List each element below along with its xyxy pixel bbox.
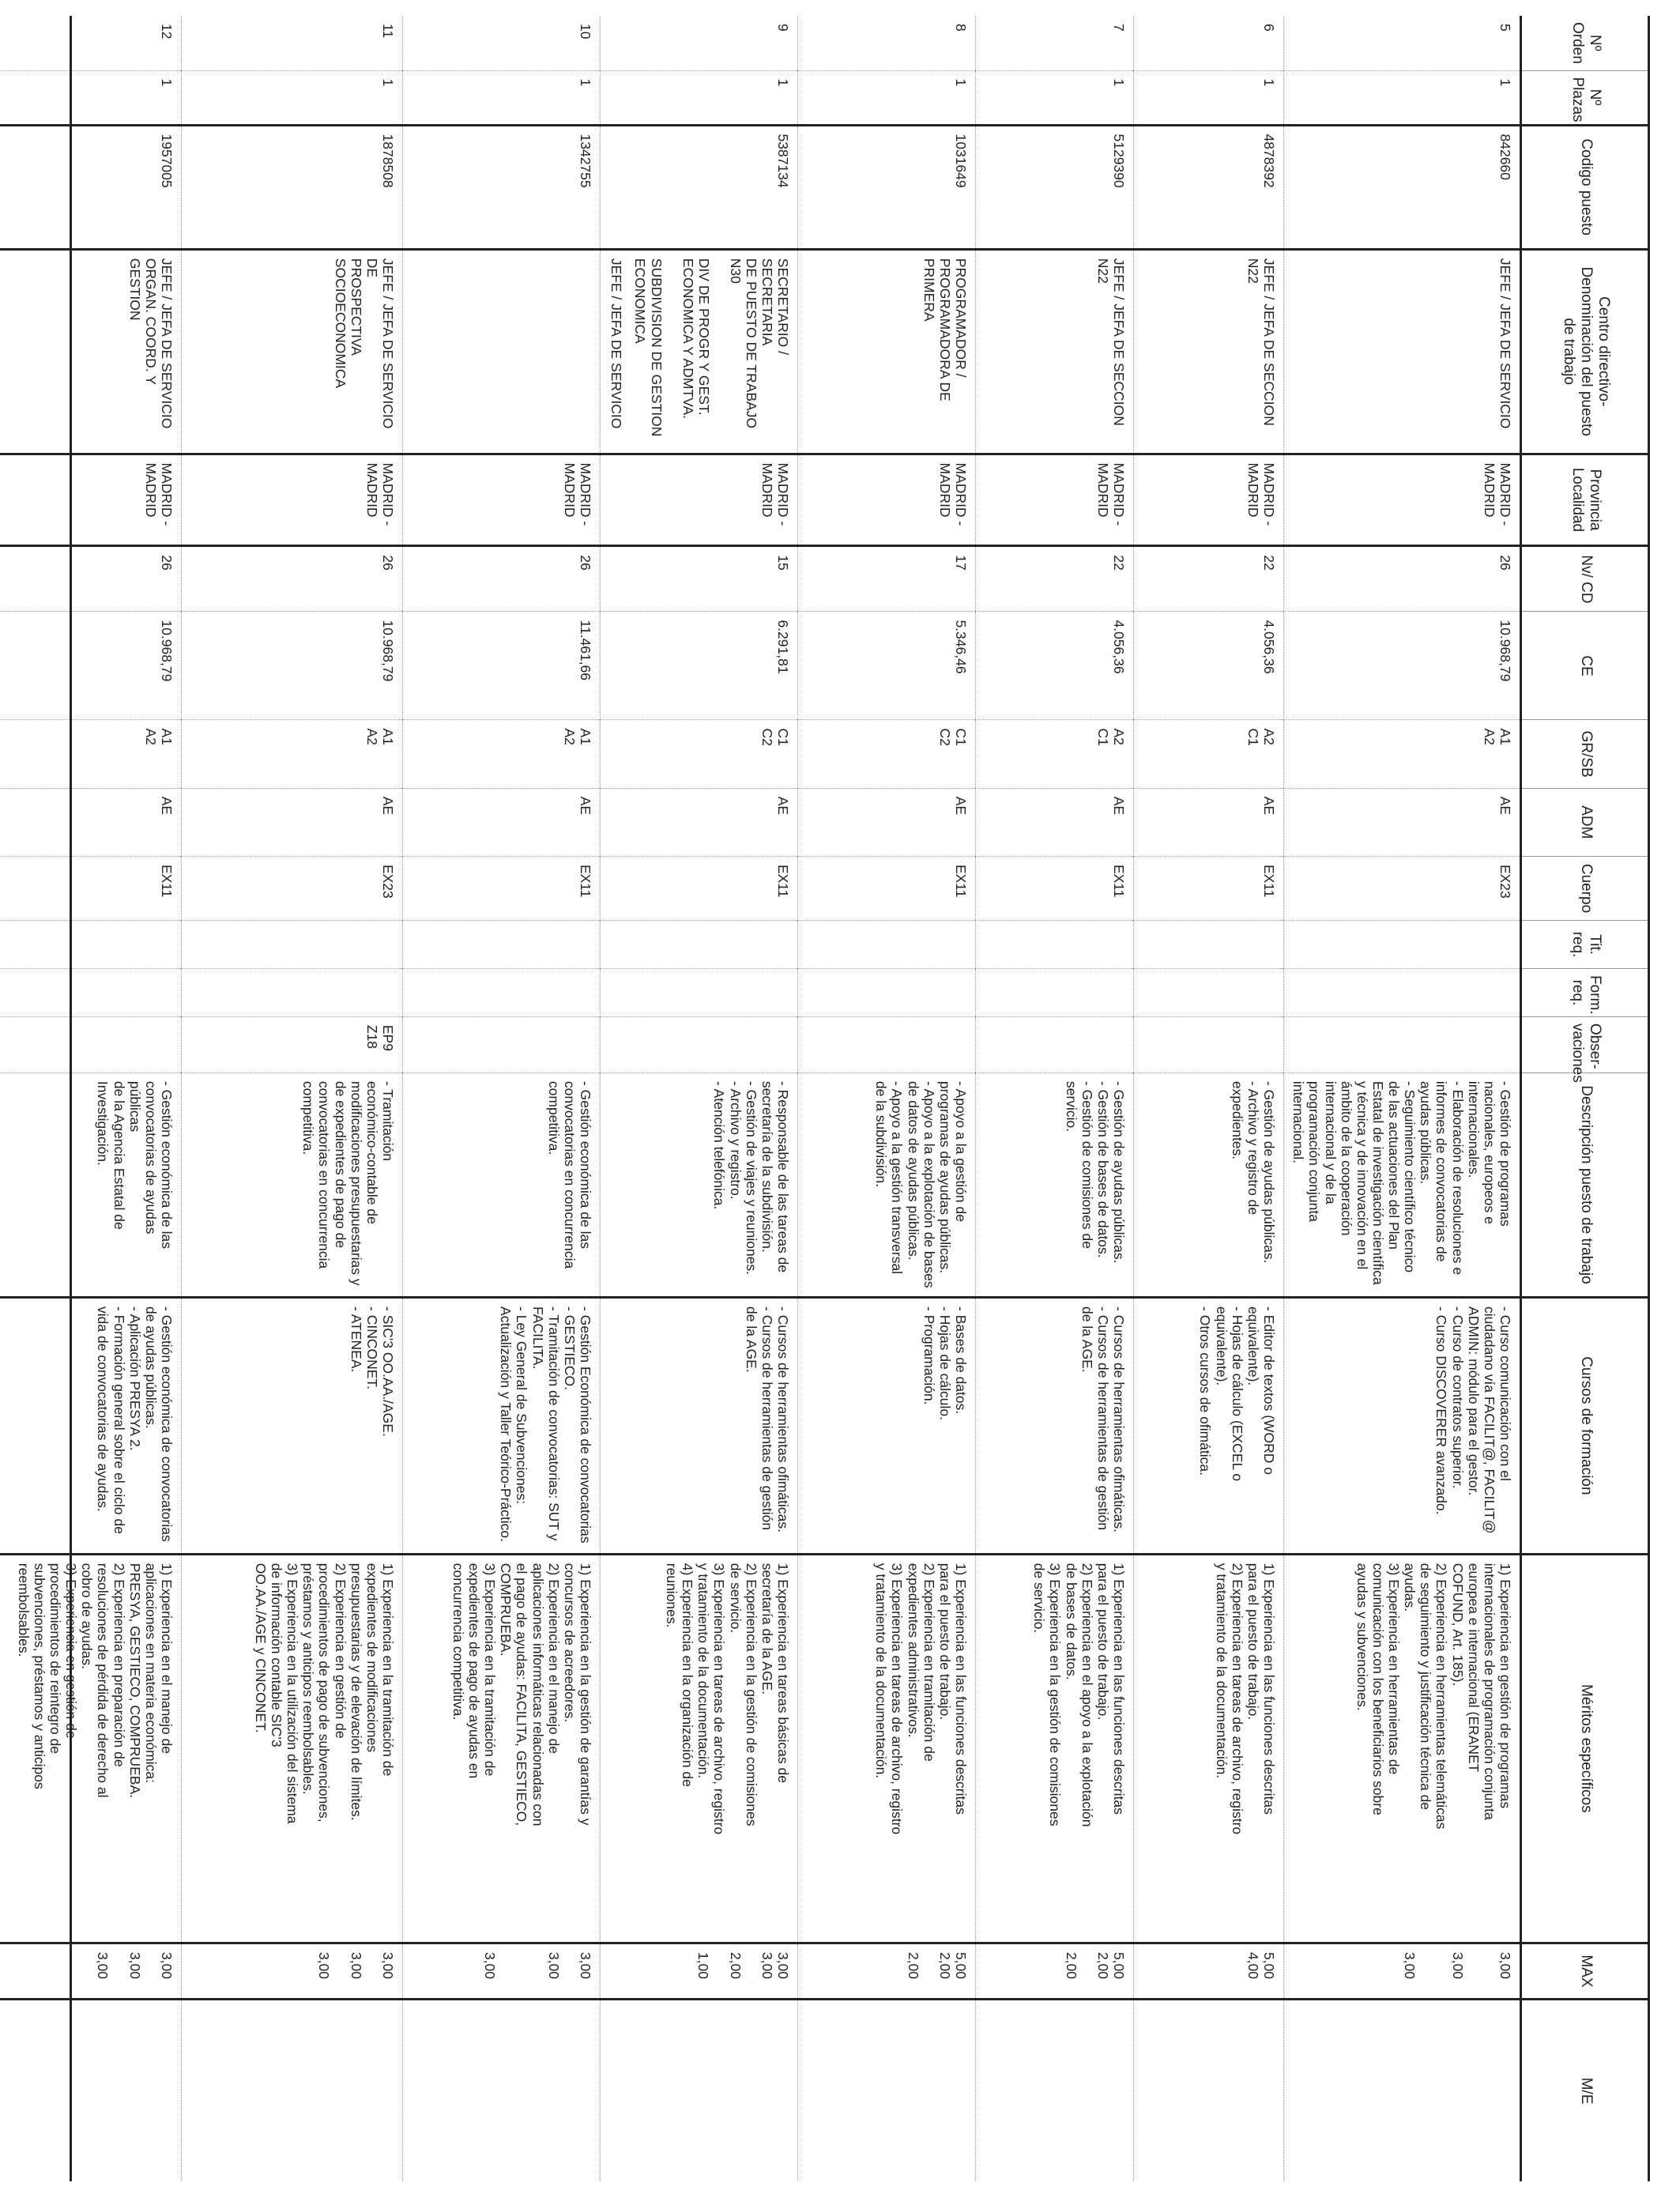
cell-nivel: 26 xyxy=(0,546,182,612)
cell-grupo: A2 C1 xyxy=(976,720,1134,788)
cell-observaciones xyxy=(976,1016,1134,1072)
cell-descripcion: - Gestión económica de las convocatorias en concurrencia competitiva. xyxy=(403,1072,601,1297)
cell-orden: 7 xyxy=(1111,24,1127,32)
cell-me xyxy=(976,1999,1134,2181)
table-row xyxy=(0,16,182,2181)
cell-centro: JEFE / JEFA DE SERVICIO DE PROSPECTIVA SOCIOECONOMICA xyxy=(182,249,403,454)
cell-plazas: 1 xyxy=(1134,70,1284,125)
col-adm: ADM xyxy=(1521,788,1651,856)
col-nivel: Nv/ CD xyxy=(1521,546,1651,612)
cell-meritos: 1) Experiencia en la gestión de garantías y concursos de acreedores. 2) Experiencia en el manejo de aplicaciones informáticas relacionadas con el pago de ayudas: FACILITA, GESTIECO, COMPRUEBA. 3) Experiencia en la tramitación de expedientes de pago de ayudas en concurrencia competitiva. xyxy=(403,1554,601,1943)
cell-cursos: - Cursos de herramientas ofimáticas. - Cursos de herramientas de gestión de la AGE. xyxy=(976,1298,1134,1555)
cell-ce: 6.291,81 xyxy=(601,612,798,720)
col-ce: CE xyxy=(1521,612,1651,720)
col-codigo: Codigo puesto xyxy=(1521,125,1651,249)
cell-centro: JEFE / JEFA DE SECCION N22 xyxy=(1134,249,1284,454)
cell-observaciones xyxy=(0,1016,182,1072)
cell-meritos: 1) Experiencia en las funciones descritas para el puesto de trabajo. 2) Experiencia en tramitación de expedientes administrativos. 3) Experiencia en tareas de archivo, registro y tratamiento de la documentación. xyxy=(798,1554,976,1943)
cell-adm: AE xyxy=(0,788,182,856)
cell-nivel: 22 xyxy=(1134,546,1284,612)
cell-descripcion: - Tramitación económico-contable de modificaciones presupuestarias y de expedientes de pago de convocatorias en concurrencia competitiva. xyxy=(182,1072,403,1297)
cell-grupo: C1 C2 xyxy=(798,720,976,788)
cell-centro-unit: DIV DE PROGR Y GEST. ECONOMICA Y ADMTVA. SUBDIVISION DE GESTION ECONOMICA xyxy=(632,258,712,437)
cell-centro xyxy=(403,249,712,454)
cell-grupo: A1 A2 xyxy=(1284,720,1521,788)
cell-codigo: 1342755 xyxy=(403,125,601,249)
job-positions-table xyxy=(0,16,1650,2181)
cell-observaciones xyxy=(1134,1016,1284,1072)
header-row xyxy=(1521,16,1651,2181)
cell-grupo: A2 C1 xyxy=(1134,720,1284,788)
cell-orden: 12 xyxy=(159,24,175,40)
cell-plazas: 1 xyxy=(182,70,403,125)
cell-nivel: 17 xyxy=(798,546,976,612)
cell-max: 3,00 3,00 2,00 1,00 xyxy=(601,1943,798,1999)
cell-provincia: MADRID - MADRID xyxy=(182,454,403,546)
cell-nivel: 22 xyxy=(976,546,1134,612)
table-row xyxy=(1284,16,1521,2181)
cell-adm: AE xyxy=(798,788,976,856)
cell-me xyxy=(1134,1999,1284,2181)
cell-descripcion: - Gestión de ayudas públicas. - Archivo y registro de expedientes. xyxy=(1134,1072,1284,1297)
cell-cuerpo: EX23 xyxy=(182,856,403,920)
cell-cuerpo: EX11 xyxy=(976,856,1134,920)
col-observaciones: Obser- vaciones xyxy=(1521,1016,1651,1072)
cell-meritos: 1) Experiencia en el manejo de aplicaciones en materia económica: PRESYA, GESTIECO, COMPRUEBA. 2) Experiencia en preparación de resoluciones de pérdida de derecho al cobro de ayudas. 3) Experiencia en gestión de procedimientos de reintegro de subvenciones, préstamos y anticipos reembolsables. xyxy=(0,1554,182,1943)
cell-codigo: 1031649 xyxy=(798,125,976,249)
col-descripcion: Descripción puesto de trabajo xyxy=(1521,1072,1651,1297)
cell-cursos: - Gestión económica de convocatorias de ayudas públicas. - Aplicación PRESYA 2. - Formación general sobre el ciclo de vida de convocatorias de ayudas. xyxy=(0,1298,182,1555)
cell-ce: 4.056,36 xyxy=(1134,612,1284,720)
cell-formacion xyxy=(182,969,403,1017)
table-row xyxy=(798,16,976,2181)
cell-codigo: 1957005 xyxy=(0,125,182,249)
cell-meritos: 1) Experiencia en la tramitación de expedientes de modificaciones presupuestarias y de elevación de límites. 2) Experiencia en gestión de procedimientos de pago de subvenciones, préstamos y anticipos reembolsables. 3) Experiencia en la utilización del sistema de información contable SIC'3 OO.AA./AGE y CINCONET. xyxy=(182,1554,403,1943)
cell-max: 3,00 3,00 3,00 xyxy=(182,1943,403,1999)
cell-ce: 5.346,46 xyxy=(798,612,976,720)
cell-max: 3,00 3,00 3,00 xyxy=(1284,1943,1521,1999)
cell-orden: 11 xyxy=(380,24,396,39)
cell-titulacion xyxy=(182,921,403,969)
cell-cursos: - Curso comunicación con el ciudadano vía FACILIT@, FACILIT@ ADMIN: módulo para el gestor. - Curso de contratos superior. - Curso DISCOVERER avanzado. xyxy=(1284,1298,1521,1555)
cell-orden: 8 xyxy=(953,24,969,32)
cell-adm: AE xyxy=(976,788,1134,856)
cell-orden: 9 xyxy=(775,24,791,32)
cell-ce: 10.968,79 xyxy=(1284,612,1521,720)
cell-formacion xyxy=(601,969,798,1017)
cell-adm: AE xyxy=(601,788,798,856)
cell-grupo: C1 C2 xyxy=(601,720,798,788)
cell-meritos: 1) Experiencia en las funciones descritas para el puesto de trabajo. 2) Experiencia en el apoyo a la explotación de bases de datos. 3) Experiencia en la gestión de comisiones de servicio. xyxy=(976,1554,1134,1943)
cell-formacion xyxy=(976,969,1134,1017)
cell-adm: AE xyxy=(182,788,403,856)
cell-nivel: 26 xyxy=(1284,546,1521,612)
cell-provincia: MADRID - MADRID xyxy=(1134,454,1284,546)
cell-centro: SECRETARIO / SECRETARIA DE PUESTO DE TRABAJO N30 xyxy=(601,249,798,454)
cell-plazas: 1 xyxy=(976,70,1134,125)
cell-centro: JEFE / JEFA DE SERVICIO ORGAN. COORD. Y GESTION xyxy=(0,249,182,454)
cell-meritos: 1) Experiencia en las funciones descritas para el puesto de trabajo. 2) Experiencia en tareas de archivo, registro y tratamiento de la documentación. xyxy=(1134,1554,1284,1943)
cell-titulacion xyxy=(403,921,601,969)
cell-max: 3,00 3,00 3,00 xyxy=(403,1943,601,1999)
cell-centro: JEFE / JEFA DE SERVICIO xyxy=(1284,249,1521,454)
table-body xyxy=(0,16,1521,2181)
cell-descripcion: - Gestión de programas nacionales, europeos e internacionales. - Elaboración de resoluciones e informes de convocatorias de ayudas públicas. - Seguimiento científico técnico de las actuaciones del Plan Estatal de investigación científica y técnica y de innovación en el ámbito de la cooperación internacional y de la programación conjunta internacional. xyxy=(1284,1072,1521,1297)
cell-titulacion xyxy=(976,921,1134,969)
cell-observaciones xyxy=(1284,1016,1521,1072)
cell-me xyxy=(403,1999,601,2181)
cell-provincia: MADRID - MADRID xyxy=(798,454,976,546)
col-formacion: Form. req. xyxy=(1521,969,1651,1017)
col-me: M/E xyxy=(1521,1999,1651,2181)
cell-me xyxy=(0,1999,182,2181)
cell-me xyxy=(182,1999,403,2181)
cell-adm: AE xyxy=(1134,788,1284,856)
cell-observaciones xyxy=(798,1016,976,1072)
cell-centro: JEFE / JEFA DE SECCION N22 xyxy=(976,249,1134,454)
cell-plazas: 1 xyxy=(601,70,798,125)
cell-cursos: - Bases de datos. - Hojas de cálculo. - Programación. xyxy=(798,1298,976,1555)
cell-titulacion xyxy=(601,921,798,969)
col-provincia: Provincia Localidad xyxy=(1521,454,1651,546)
cell-plazas: 1 xyxy=(1284,70,1521,125)
cell-nivel: 15 xyxy=(601,546,798,612)
cell-grupo: A1 A2 xyxy=(0,720,182,788)
cell-observaciones xyxy=(403,1016,601,1072)
cell-cuerpo: EX11 xyxy=(403,856,601,920)
cell-titulacion xyxy=(1134,921,1284,969)
cell-formacion xyxy=(1284,969,1521,1017)
cell-max: 5,00 4,00 xyxy=(1134,1943,1284,1999)
cell-ce: 10.968,79 xyxy=(182,612,403,720)
cell-formacion xyxy=(798,969,976,1017)
cell-max: 5,00 2,00 2,00 xyxy=(976,1943,1134,1999)
col-titulacion: Tit. req. xyxy=(1521,921,1651,969)
cell-formacion xyxy=(403,969,601,1017)
cell-cursos: - Cursos de herramientas ofimáticas. - Cursos de herramientas de gestión de la AGE. xyxy=(601,1298,798,1555)
cell-ce: 4.056,36 xyxy=(976,612,1134,720)
table-row xyxy=(182,16,403,2181)
cell-meritos: 1) Experiencia en tareas básicas de secretaría de la AGE. 2) Experiencia en la gestión de comisiones de servicio. 3) Experiencia en tareas de archivo, registro y tratamiento de la documentación. 4) Experiencia en la organización de reuniones. xyxy=(601,1554,798,1943)
cell-descripcion: - Gestión de ayudas públicas. - Gestión de bases de datos. - Gestión de comisiones de servicio. xyxy=(976,1072,1134,1297)
cell-cuerpo: EX23 xyxy=(1284,856,1521,920)
cell-cuerpo: EX11 xyxy=(1134,856,1284,920)
cell-codigo: 842660 xyxy=(1284,125,1521,249)
cell-orden: 10 xyxy=(578,24,593,40)
cell-cuerpo: EX11 xyxy=(798,856,976,920)
cell-cursos: - Editor de textos (WORD o equivalente). - Hojas de cálculo (EXCEL o equivalente). - Otros cursos de ofimática. xyxy=(1134,1298,1284,1555)
table-row xyxy=(1134,16,1284,2181)
cell-me xyxy=(601,1999,798,2181)
cell-descripcion: - Apoyo a la gestión de programas de ayudas públicas. - Apoyo a la explotación de bases de datos de ayudas públicas. - Apoyo a la gestión transversal de la subdivisión. xyxy=(798,1072,976,1297)
cell-max: 3,00 3,00 3,00 xyxy=(0,1943,182,1999)
cell-plazas: 1 xyxy=(403,70,601,125)
cell-provincia: MADRID - MADRID xyxy=(0,454,182,546)
cell-provincia: MADRID - MADRID xyxy=(976,454,1134,546)
cell-provincia: MADRID - MADRID xyxy=(1284,454,1521,546)
col-centro: Centro directivo- Denominación del puesto de trabajo xyxy=(1521,249,1651,454)
cell-descripcion: - Responsable de las tareas de secretaría de la subdivisión. - Gestión de viajes y reuniones. - Archivo y registro. - Atención telefónica. xyxy=(601,1072,798,1297)
cell-grupo: A1 A2 xyxy=(403,720,601,788)
cell-provincia: MADRID - MADRID xyxy=(601,454,798,546)
cell-adm: AE xyxy=(1284,788,1521,856)
cell-max: 5,00 2,00 2,00 xyxy=(798,1943,976,1999)
cell-nivel: 26 xyxy=(182,546,403,612)
cell-titulacion xyxy=(1284,921,1521,969)
cell-me xyxy=(798,1999,976,2181)
cell-cursos: - Gestión Económica de convocatorias - GESTIECO. - Tramitación de convocatorias: SUT y FACILITA. - Ley General de Subvenciones: Actualización y Taller Teórico-Práctico. xyxy=(403,1298,601,1555)
cell-orden: 5 xyxy=(1497,24,1513,32)
col-orden: Nº Orden xyxy=(1569,22,1603,64)
cell-codigo: 4878392 xyxy=(1134,125,1284,249)
cell-plazas: 1 xyxy=(0,70,182,125)
cell-nivel: 26 xyxy=(403,546,601,612)
cell-orden: 6 xyxy=(1261,24,1277,32)
col-cuerpo: Cuerpo xyxy=(1521,856,1651,920)
cell-provincia: MADRID - MADRID xyxy=(403,454,601,546)
col-plazas: Nº Plazas xyxy=(1521,70,1651,125)
cell-formacion xyxy=(1134,969,1284,1017)
cell-plazas: 1 xyxy=(798,70,976,125)
cell-observaciones xyxy=(601,1016,798,1072)
cell-codigo: 5129390 xyxy=(976,125,1134,249)
cell-grupo: A1 A2 xyxy=(182,720,403,788)
cell-meritos: 1) Experiencia en gestión de programas internacionales de programación conjunta europea e internacional (ERANET COFUND, Art. 185). 2) Experiencia en herramientas telemáticas de seguimiento y justificación técnica de ayudas. 3) Experiencia en herramientas de comunicación con los beneficiarios sobre ayudas y subvenciones. xyxy=(1284,1554,1521,1943)
col-grupo: GR/SB xyxy=(1521,720,1651,788)
cell-observaciones: EP9 Z18 xyxy=(182,1016,403,1072)
cell-me xyxy=(1284,1999,1521,2181)
cell-cuerpo: EX11 xyxy=(0,856,182,920)
cell-codigo: 1878508 xyxy=(182,125,403,249)
cell-descripcion: - Gestión económica de las convocatorias de ayudas públicas de la Agencia Estatal de Investigación. xyxy=(0,1072,182,1297)
table-row xyxy=(976,16,1134,2181)
col-meritos: Méritos específicos xyxy=(1521,1554,1651,1943)
cell-cuerpo: EX11 xyxy=(601,856,798,920)
cell-centro-title: JEFE / JEFA DE SERVICIO xyxy=(608,258,625,429)
cell-centro: PROGRAMADOR / PROGRAMADORA DE PRIMERA xyxy=(798,249,976,454)
cell-titulacion xyxy=(0,921,182,969)
cell-ce: 11.461,66 xyxy=(403,612,601,720)
cell-ce: 10.968,79 xyxy=(0,612,182,720)
cell-codigo: 5387134 xyxy=(601,125,798,249)
col-max: MAX xyxy=(1521,1943,1651,1999)
table-row xyxy=(403,16,601,2181)
col-cursos: Cursos de formación xyxy=(1521,1298,1651,1555)
cell-cursos: - SIC'3 OO.AA./AGE. - CINCONET. - ATENEA. xyxy=(182,1298,403,1555)
cell-adm: AE xyxy=(403,788,601,856)
cell-formacion xyxy=(0,969,182,1017)
cell-titulacion xyxy=(798,921,976,969)
